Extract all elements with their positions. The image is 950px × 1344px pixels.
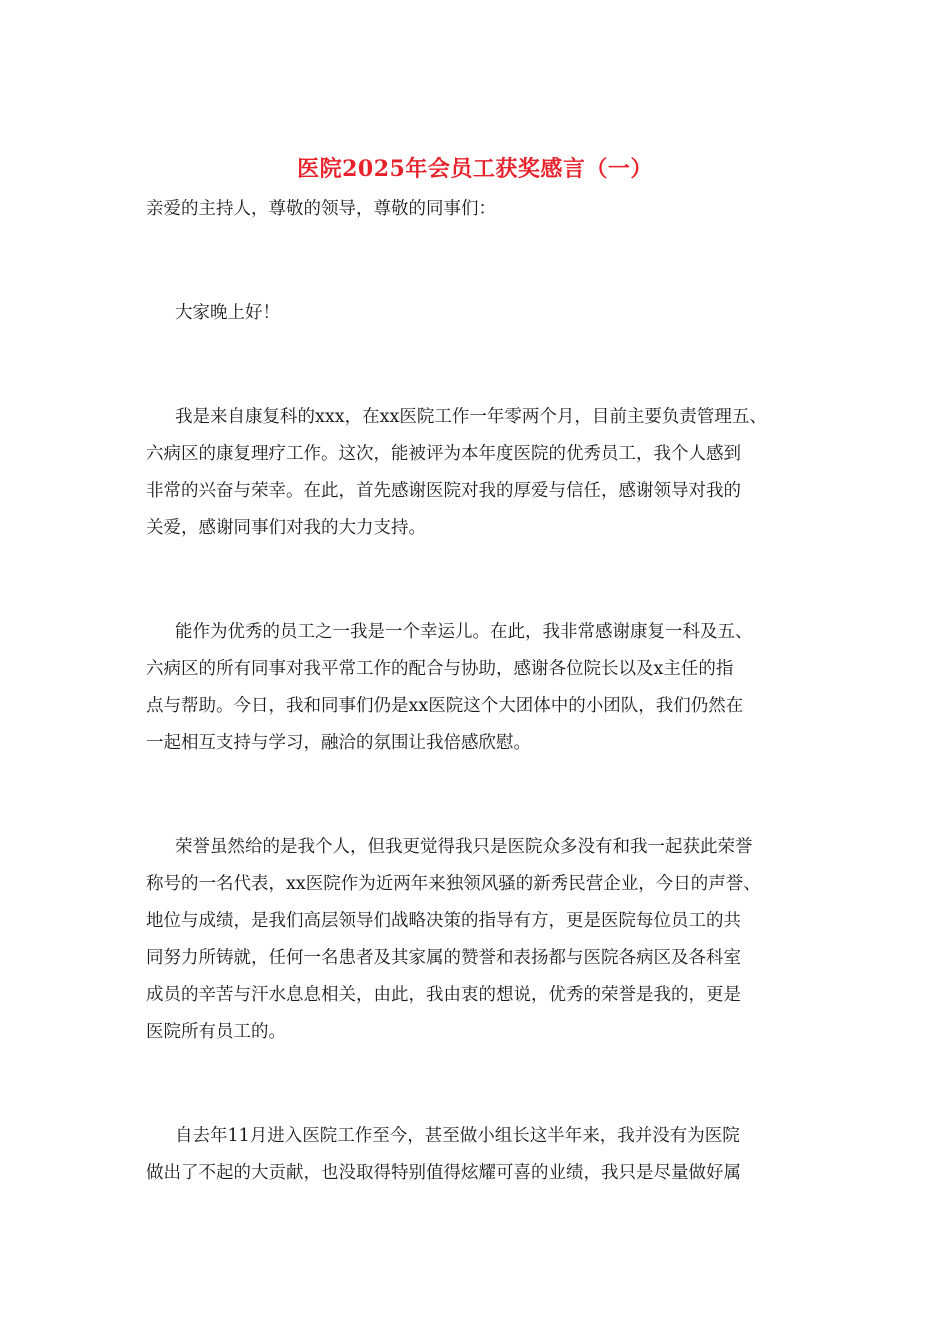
paragraph-3-line-3: 地位与成绩，是我们高层领导们战略决策的指导有方，更是医院每位员工的共 [146, 911, 741, 931]
paragraph-2-line-1: 能作为优秀的员工之一我是一个幸运儿。在此，我非常感谢康复一科及五、 [175, 622, 753, 642]
paragraph-1-line-2: 六病区的康复理疗工作。这次，能被评为本年度医院的优秀员工，我个人感到 [146, 444, 741, 464]
salutation: 亲爱的主持人，尊敬的领导，尊敬的同事们： [146, 199, 496, 219]
document-title: 医院2025年会员工获奖感言（一） [297, 156, 653, 182]
paragraph-1-line-3: 非常的兴奋与荣幸。在此，首先感谢医院对我的厚爱与信任，感谢领导对我的 [146, 481, 741, 501]
paragraph-2-line-4: 一起相互支持与学习，融洽的氛围让我倍感欣慰。 [146, 733, 531, 753]
paragraph-4-line-2: 做出了不起的大贡献，也没取得特别值得炫耀可喜的业绩，我只是尽量做好属 [146, 1163, 741, 1183]
paragraph-3-line-4: 同努力所铸就，任何一名患者及其家属的赞誉和表扬都与医院各病区及各科室 [146, 948, 741, 968]
paragraph-1-line-1: 我是来自康复科的xxx，在xx医院工作一年零两个月，目前主要负责管理五、 [175, 407, 767, 427]
paragraph-2-line-3: 点与帮助。今日，我和同事们仍是xx医院这个大团体中的小团队，我们仍然在 [146, 696, 744, 716]
paragraph-3-line-6: 医院所有员工的。 [146, 1022, 286, 1042]
paragraph-3-line-5: 成员的辛苦与汗水息息相关，由此，我由衷的想说，优秀的荣誉是我的，更是 [146, 985, 741, 1005]
paragraph-4-line-1: 自去年11月进入医院工作至今，甚至做小组长这半年来，我并没有为医院 [175, 1126, 740, 1146]
paragraph-3-line-2: 称号的一名代表，xx医院作为近两年来独领风骚的新秀民营企业，今日的声誉、 [146, 874, 761, 894]
greeting: 大家晚上好！ [175, 303, 280, 323]
paragraph-1-line-4: 关爱，感谢同事们对我的大力支持。 [146, 518, 426, 538]
paragraph-3-line-1: 荣誉虽然给的是我个人，但我更觉得我只是医院众多没有和我一起获此荣誉 [175, 837, 753, 857]
paragraph-2-line-2: 六病区的所有同事对我平常工作的配合与协助，感谢各位院长以及x主任的指 [146, 659, 734, 679]
